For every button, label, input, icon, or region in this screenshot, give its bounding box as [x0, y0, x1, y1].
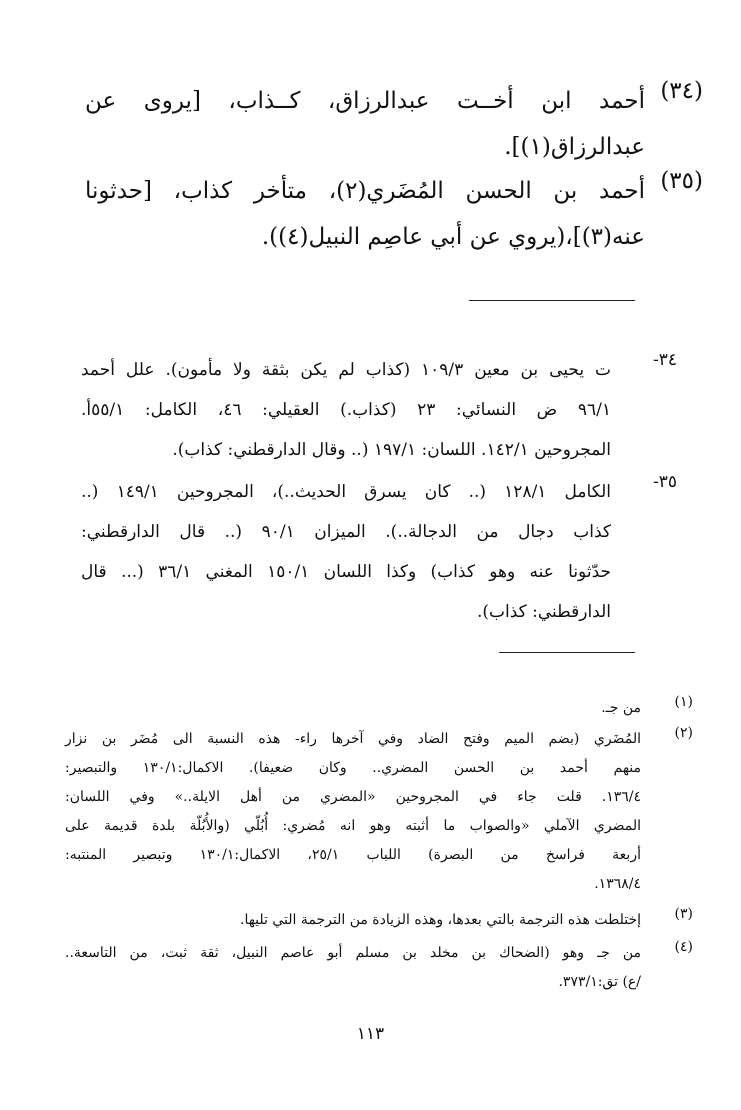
- footnote-3: [65, 906, 693, 935]
- entry-number: (٣٤): [660, 78, 703, 104]
- commentary-number: ٣٤-: [652, 350, 677, 370]
- footnote-divider: [499, 652, 635, 653]
- footnote-number: (١): [674, 694, 693, 710]
- commentary-number: ٣٥-: [652, 472, 677, 492]
- entry-35: [85, 168, 703, 260]
- commentary-line: كذاب دجال من الدجالة..). الميزان ٩٠/١ (.. قال الدارقطني:: [81, 522, 611, 542]
- footnote-2: [65, 725, 693, 899]
- section-divider: [469, 300, 635, 301]
- commentary-35: [81, 472, 677, 632]
- footnote-line: المضري الآملي «والصواب ما أثبته وهو انه مُضري: أُبُلّي (والأُبُلّة بلدة قديمة على: [65, 818, 641, 834]
- page-number: ١١٣: [356, 1024, 385, 1044]
- commentary-line: الدارقطني: كذاب).: [476, 602, 611, 622]
- commentary-line: المجروحين ١٤٢/١. اللسان: ١٩٧/١ (.. وقال الدارقطني: كذاب).: [172, 440, 611, 460]
- entry-text-line: أحمد بن الحسن المُضَري(٢)، متأخر كذاب، [حدثونا: [85, 178, 645, 204]
- footnote-line: ١٣٦/٤. قلت جاء في المجروحين «المضري من أهل الايلة..» وفي اللسان:: [65, 789, 641, 805]
- commentary-line: حدّثونا عنه وهو كذاب) وكذا اللسان ١٥٠/١ المغني ٣٦/١ (... قال: [81, 562, 612, 582]
- entry-number: (٣٥): [660, 168, 703, 194]
- footnote-number: (٢): [674, 725, 693, 741]
- entry-text-line: عبدالرزاق(١)].: [504, 134, 645, 160]
- commentary-line: ٩٦/١ ض النسائي: ٢٣ (كذاب.) العقيلي: ٤٦، الكامل: ٥٥/١أ.: [81, 400, 611, 420]
- footnote-4: [65, 939, 693, 997]
- footnote-number: (٤): [674, 939, 693, 955]
- entry-34: [85, 78, 703, 170]
- footnote-1: [65, 694, 693, 723]
- footnote-line: من جـ.: [601, 700, 641, 716]
- footnote-line: المُضَري (بضم الميم وفتح الضاد وفي آخرها راء- هذه النسبة الى مُضَر بن نزار: [65, 731, 641, 747]
- entry-text-line: عنه(٣)]،(يروي عن أبي عاصِم النبيل(٤)).: [261, 224, 645, 250]
- footnote-number: (٣): [674, 906, 693, 922]
- footnote-line: من جـ وهو (الضحاك بن مخلد بن مسلم أبو عاصم النبيل، ثقة ثبت، من التاسعة..: [65, 945, 641, 961]
- commentary-34: [81, 350, 677, 470]
- footnote-line: /ع) تق:٣٧٣/١.: [558, 974, 641, 990]
- commentary-line: ت يحيى بن معين ١٠٩/٣ (كذاب لم يكن بثقة ولا مأمون). علل أحمد: [81, 360, 611, 380]
- footnote-line: ١٣٦٨/٤.: [594, 876, 641, 892]
- footnote-line: إختلطت هذه الترجمة بالتي بعدها، وهذه الزيادة من الترجمة التي تليها.: [240, 912, 641, 928]
- footnote-line: أربعة فراسخ من البصرة) اللباب ٢٥/١، الاكمال:١٣٠/١ وتبصير المنتبه:: [65, 847, 641, 863]
- footnote-line: منهم أحمد بن الحسن المضري.. وكان ضعيفا). الاكمال:١٣٠/١ والتبصير:: [65, 760, 641, 776]
- commentary-line: الكامل ١٢٨/١ (.. كان يسرق الحديث..)، المجروحين ١٤٩/١ (..: [81, 482, 611, 502]
- entry-text-line: أحمد ابن أخــت عبدالرزاق، كــذاب، [يروى عن: [85, 88, 645, 114]
